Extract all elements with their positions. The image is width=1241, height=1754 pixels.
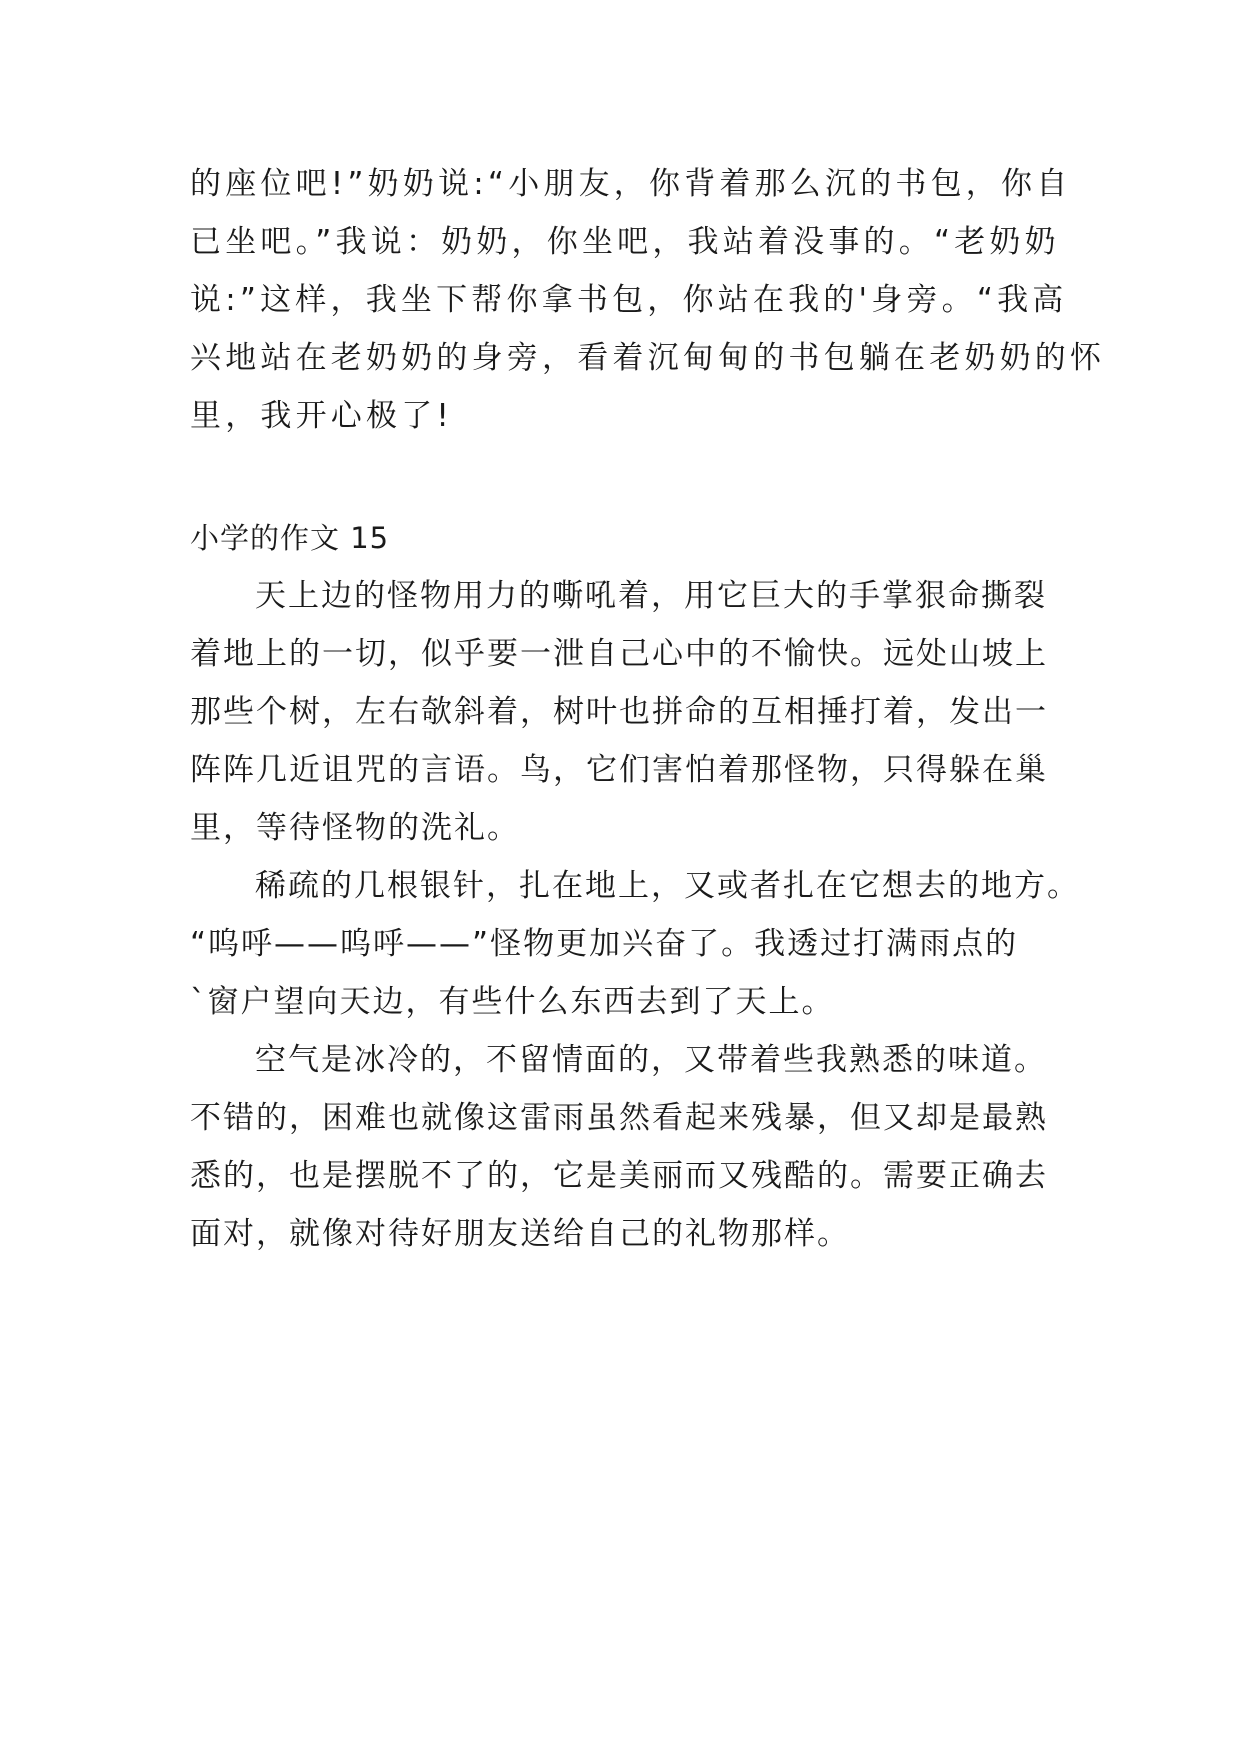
paragraph-1-line-3: 那些个树，左右欹斜着，树叶也拼命的互相捶打着，发出一 [190, 694, 1048, 730]
paragraph-1-line-1: 天上边的怪物用力的嘶吼着，用它巨大的手掌狠命撕裂 [255, 578, 1047, 614]
paragraph-2-line-3: `窗户望向天边，有些什么东西去到了天上。 [190, 984, 835, 1020]
intro-line-4: 兴地站在老奶奶的身旁，看着沉甸甸的书包躺在老奶奶的怀 [190, 340, 1106, 376]
intro-line-2: 已坐吧。”我说：奶奶，你坐吧，我站着没事的。“老奶奶 [190, 224, 1060, 260]
paragraph-2-line-2: “呜呼——呜呼——”怪物更加兴奋了。我透过打满雨点的 [190, 926, 1019, 962]
paragraph-1-line-2: 着地上的一切，似乎要一泄自己心中的不愉快。远处山坡上 [190, 636, 1048, 672]
intro-line-5: 里，我开心极了! [190, 398, 454, 434]
intro-line-1: 的座位吧!”奶奶说:“小朋友，你背着那么沉的书包，你自 [190, 166, 1072, 202]
paragraph-1-line-4: 阵阵几近诅咒的言语。鸟，它们害怕着那怪物，只得躲在巢 [190, 752, 1048, 788]
paragraph-3-line-1: 空气是冰冷的，不留情面的，又带着些我熟悉的味道。 [255, 1042, 1047, 1078]
paragraph-2-line-1: 稀疏的几根银针，扎在地上，又或者扎在它想去的地方。 [255, 868, 1080, 904]
paragraph-3-line-3: 悉的，也是摆脱不了的，它是美丽而又残酷的。需要正确去 [190, 1158, 1048, 1194]
section-title: 小学的作文 15 [190, 521, 390, 555]
paragraph-3-line-4: 面对，就像对待好朋友送给自己的礼物那样。 [190, 1216, 850, 1252]
paragraph-3-line-2: 不错的，困难也就像这雷雨虽然看起来残暴，但又却是最熟 [190, 1100, 1048, 1136]
paragraph-1-line-5: 里，等待怪物的洗礼。 [190, 810, 520, 846]
intro-line-3: 说:”这样，我坐下帮你拿书包，你站在我的'身旁。“我高 [190, 282, 1068, 318]
